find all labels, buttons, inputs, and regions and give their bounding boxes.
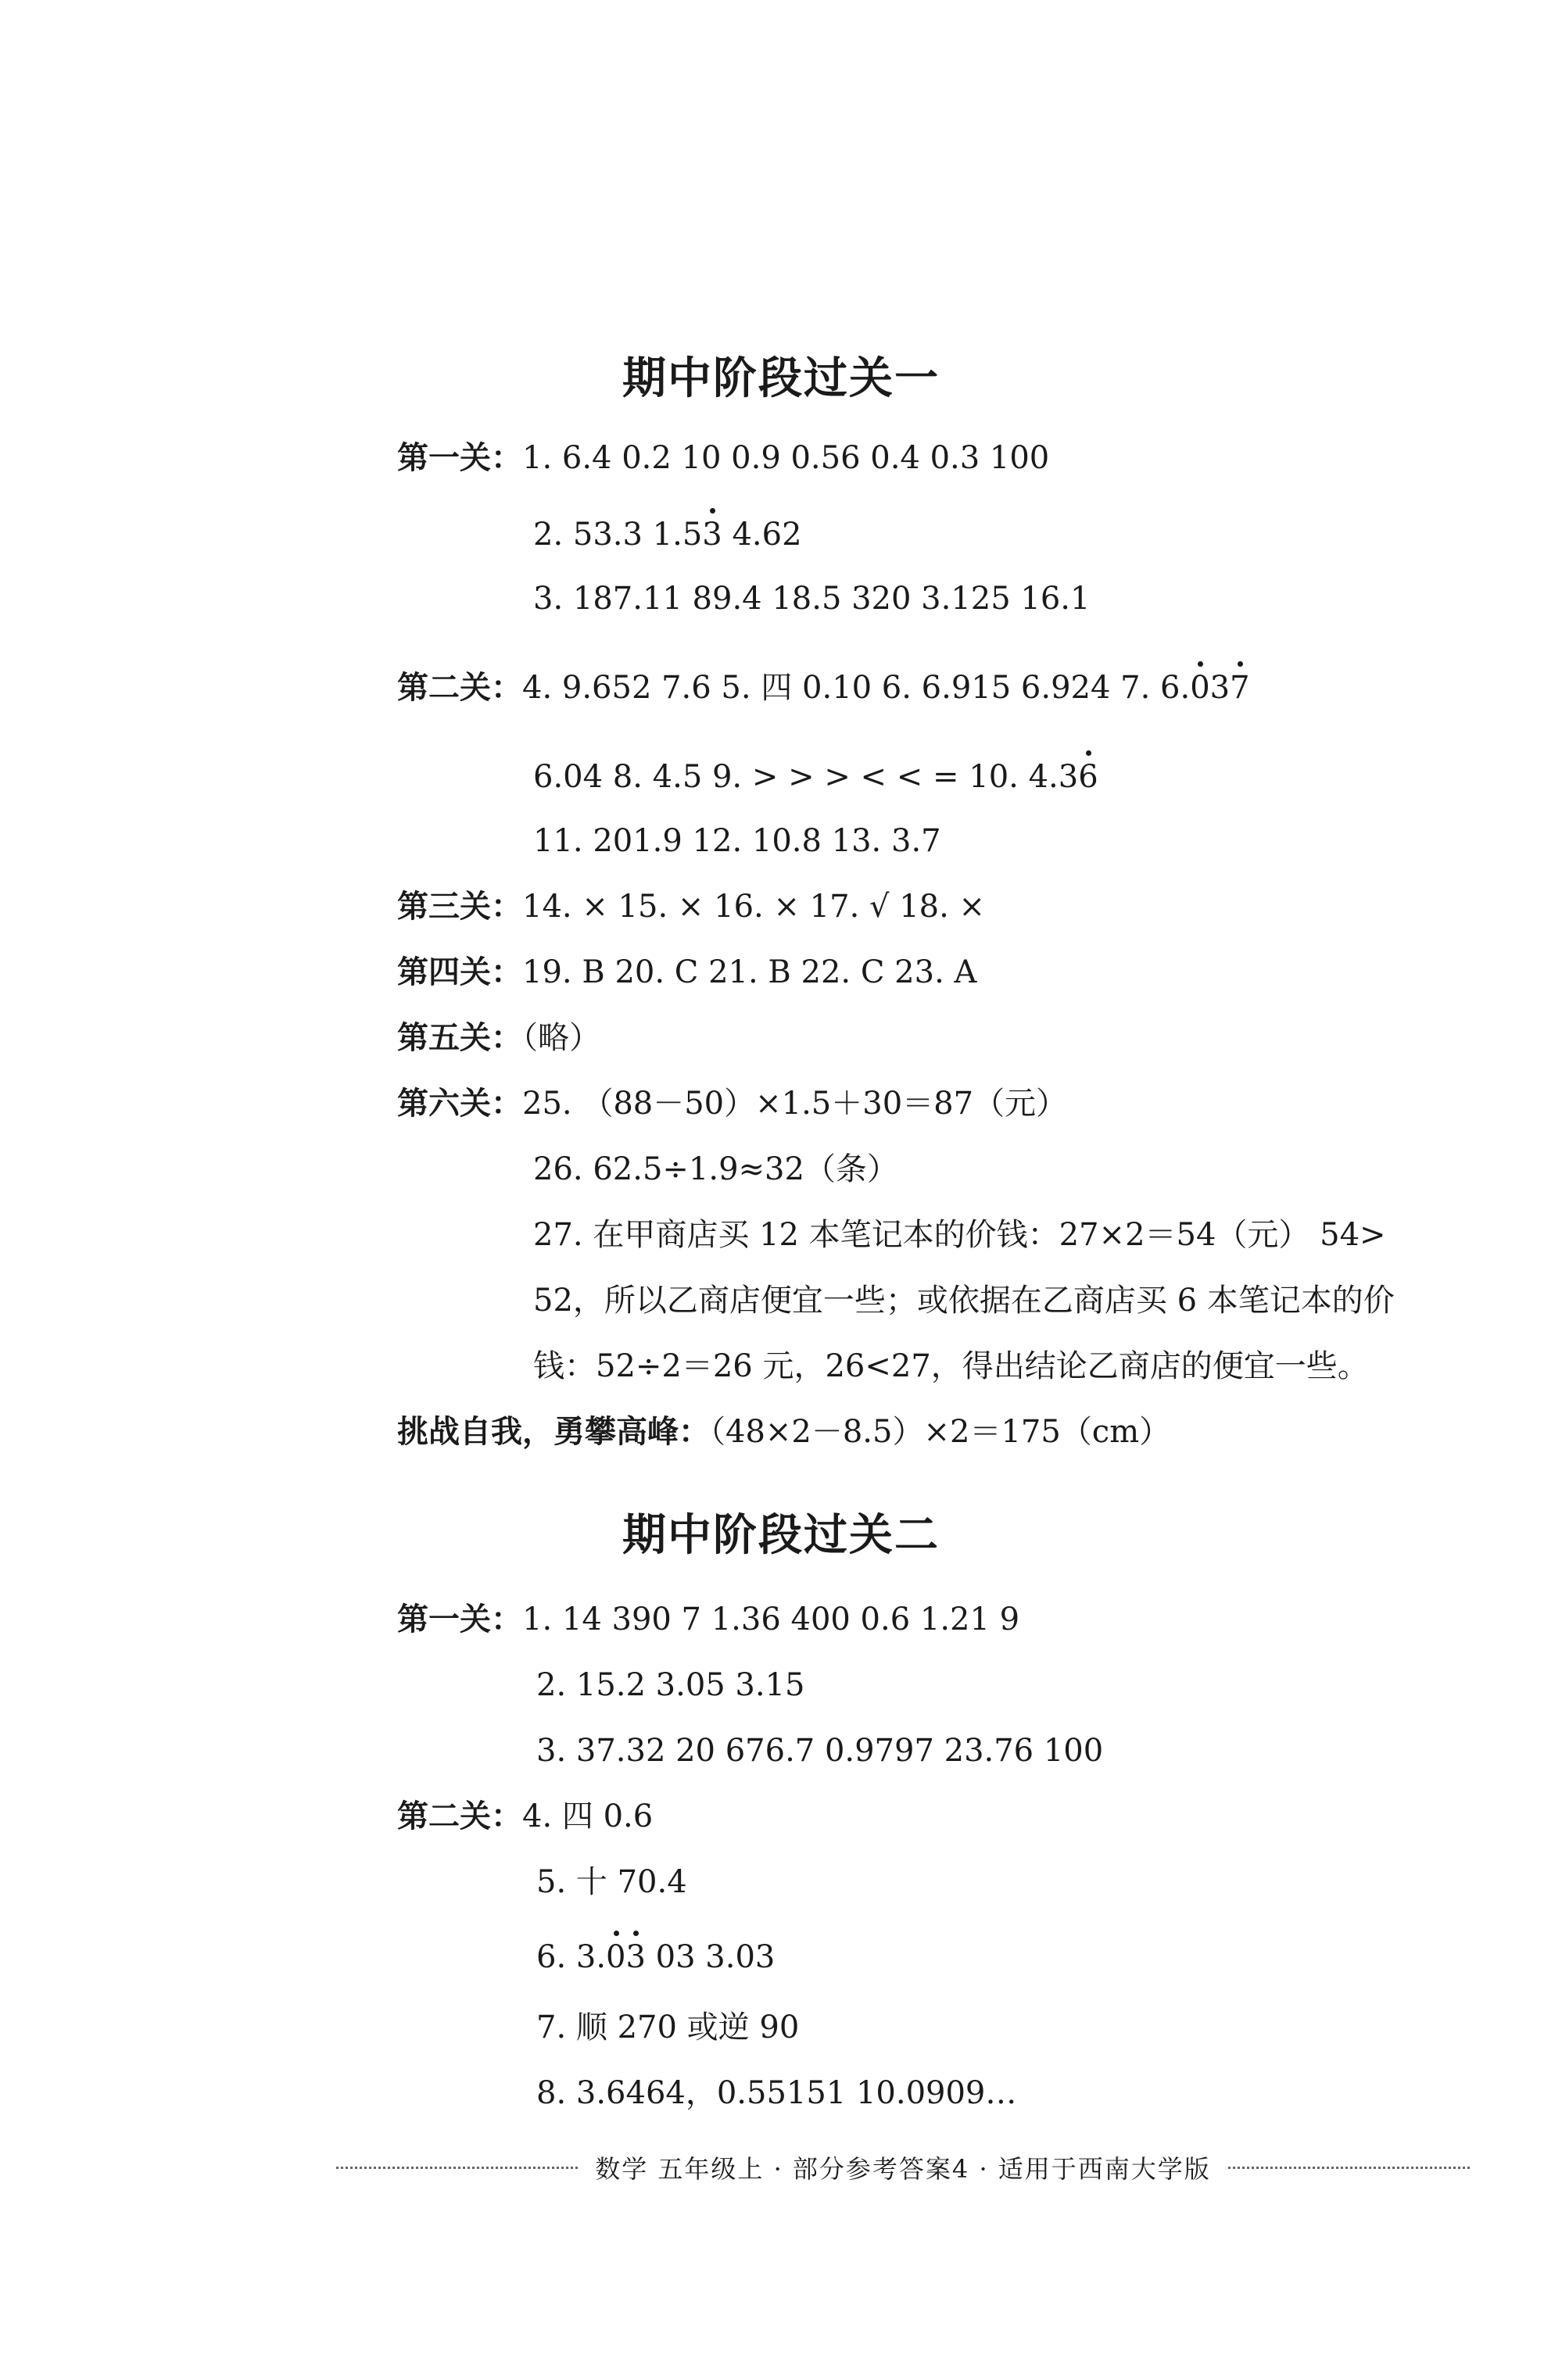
s2-level2-line2: 5. 十 70.4 [536, 1864, 687, 1900]
repeating-digit: 0 [606, 1939, 626, 1975]
s1-l7-text: 14. × 15. × 16. × 17. √ 18. × [522, 889, 986, 925]
s1-level6-label: 第六关： [397, 1086, 522, 1122]
repeating-digit: 3 [625, 1939, 646, 1975]
s1-level4-label: 第四关： [397, 954, 522, 990]
s1-level5-label: 第五关： [397, 1020, 522, 1056]
s1-level2-line1 [397, 670, 1250, 706]
s1-level2-line2 [533, 761, 1098, 793]
s1-l10-text: 25. （88－50）×1.5＋30＝87（元） [522, 1086, 1068, 1122]
s1-level1-line3: 3. 187.11 89.4 18.5 320 3.125 16.1 [533, 581, 1091, 617]
footer-right-rule [1228, 2167, 1470, 2169]
s1-level1-answers-1: 1. 6.4 0.2 10 0.9 0.56 0.4 0.3 100 [522, 440, 1050, 476]
s2-l1-text: 1. 14 390 7 1.36 400 0.6 1.21 9 [522, 1602, 1020, 1637]
s2-l6-text-b: 03 3.03 [645, 1939, 776, 1975]
s1-l2-text: 2. 53.3 1.5 [533, 517, 703, 553]
s1-l8-text: 19. B 20. C 21. B 22. C 23. A [522, 954, 977, 990]
s2-level1-line3: 3. 37.32 20 676.7 0.9797 23.76 100 [536, 1733, 1104, 1769]
s1-l4-mid: 3 [1209, 670, 1231, 706]
s1-level5-line [397, 1022, 600, 1054]
s1-level3-line [397, 889, 986, 925]
s2-level2-line1 [397, 1798, 654, 1834]
s1-l15-text: （48×2－8.5）×2＝175（cm） [710, 1414, 1171, 1450]
s1-level6-line1 [397, 1086, 1068, 1122]
s1-level4-line [397, 954, 977, 990]
s2-level2-label: 第二关： [397, 1798, 522, 1834]
section2-title: 期中阶段过关二 [622, 1510, 940, 1561]
s1-level6-line3: 27. 在甲商店买 12 本笔记本的价钱：27×2＝54（元） 54> [533, 1217, 1386, 1253]
s2-level2-line5: 8. 3.6464，0.55151 10.0909… [536, 2075, 1017, 2111]
s1-level2-label: 第二关： [397, 670, 522, 706]
s2-level1-line1 [397, 1604, 1019, 1635]
s2-l6-text: 6. 3. [536, 1939, 607, 1975]
s1-level6-line4: 52，所以乙商店便宜一些；或依据在乙商店买 6 本笔记本的价 [533, 1283, 1395, 1319]
s1-level3-label: 第三关： [397, 889, 522, 925]
s1-challenge-line [397, 1416, 1170, 1448]
repeating-digit: 0 [1190, 670, 1210, 706]
s1-level1-line2 [533, 517, 802, 553]
s1-l4-text: 4. 9.652 7.6 5. 四 0.10 6. 6.915 6.924 7. 6. [522, 670, 1191, 706]
footer-text: 数学 五年级上 · 部分参考答案4 · 适用于西南大学版 [595, 2154, 1211, 2184]
footer-left-rule [336, 2167, 578, 2169]
repeating-digit: 7 [1230, 670, 1250, 706]
s1-level1-label: 第一关： [397, 440, 522, 476]
s2-level2-line3 [536, 1939, 776, 1975]
s1-l5-text: 6.04 8. 4.5 9. > > > < < = 10. 4.3 [533, 759, 1079, 795]
repeating-digit: 6 [1078, 759, 1098, 795]
s1-challenge-label: 挑战自我，勇攀高峰： [397, 1414, 710, 1450]
s2-l4-text: 4. 四 0.6 [522, 1798, 654, 1834]
s1-l2-text-b: 4.62 [722, 517, 802, 553]
s1-level6-line5: 钱：52÷2＝26 元，26<27，得出结论乙商店的便宜一些。 [533, 1348, 1369, 1384]
s1-level1-line1 [397, 442, 1049, 474]
s2-level2-line4: 7. 顺 270 或逆 90 [536, 2010, 800, 2045]
section1-title: 期中阶段过关一 [622, 353, 940, 404]
repeating-digit: 3 [702, 517, 722, 553]
s1-l9-text: （略） [522, 1020, 600, 1056]
s2-level1-label: 第一关： [397, 1602, 522, 1637]
s1-level2-line3: 11. 201.9 12. 10.8 13. 3.7 [533, 823, 941, 859]
page-footer [336, 2149, 1470, 2185]
s1-level6-line2: 26. 62.5÷1.9≈32（条） [533, 1151, 898, 1187]
s2-level1-line2: 2. 15.2 3.05 3.15 [536, 1667, 805, 1703]
